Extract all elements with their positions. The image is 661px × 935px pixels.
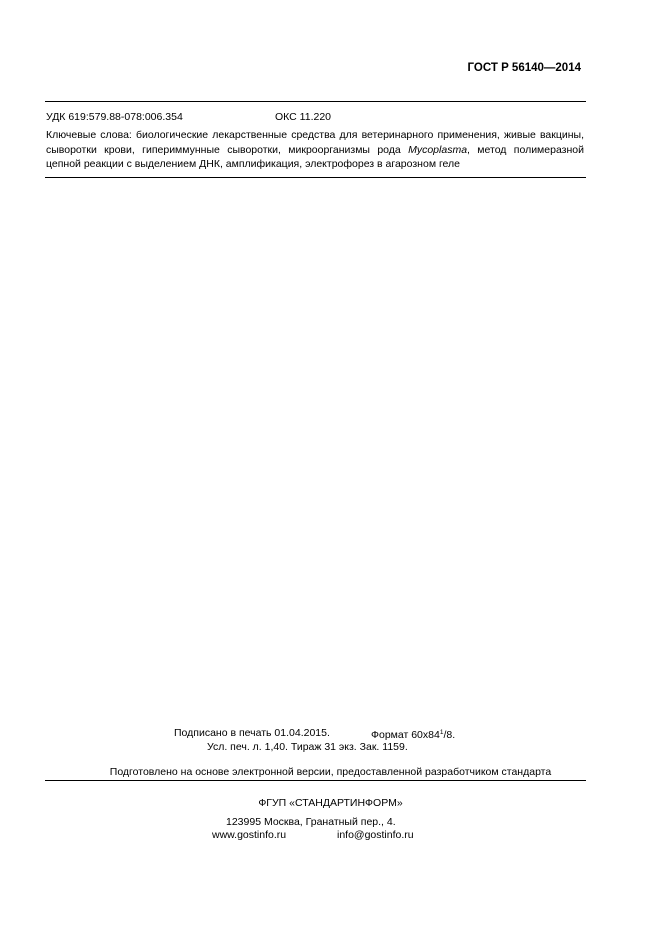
signed-date: Подписано в печать 01.04.2015. <box>174 727 330 739</box>
oks-code: ОКС 11.220 <box>275 111 332 123</box>
paper-format: Формат $60x84^1/8$. <box>371 729 456 741</box>
keywords-genus: Mycoplasma <box>408 143 468 156</box>
standard-code-header: ГОСТ Р 56140—2014 <box>467 62 581 74</box>
top-divider <box>45 101 586 102</box>
keywords-prefix: Ключевые слова: биологические лекарственные средства для ветеринарного применения, живые вакцины, сыворотки крови, гипериммунные сыворотки, микроорганизмы рода <box>46 129 584 156</box>
publisher-email[interactable]: info@gostinfo.ru <box>337 829 414 841</box>
print-conditions: Усл. печ. л. 1,40. Тираж 31 экз. Зак. 1159. <box>207 741 408 753</box>
publisher-address: 123995 Москва, Гранатный пер., 4. <box>226 816 396 828</box>
keywords-suffix: , метод полимеразной цепной реакции с выделением ДНК, амплификация, электрофорез в агарозном геле <box>46 143 584 170</box>
udk-code: УДК 619:579.88-078:006.354 <box>46 111 183 123</box>
publisher-name: ФГУП «СТАНДАРТИНФОРМ» <box>258 797 403 809</box>
publisher-website[interactable]: www.gostinfo.ru <box>212 829 287 841</box>
prepared-note: Подготовлено на основе электронной версии, предоставленной разработчиком стандарта <box>109 766 552 778</box>
bottom-divider <box>45 780 586 781</box>
keywords-paragraph <box>46 128 584 172</box>
keywords-divider <box>45 177 586 178</box>
